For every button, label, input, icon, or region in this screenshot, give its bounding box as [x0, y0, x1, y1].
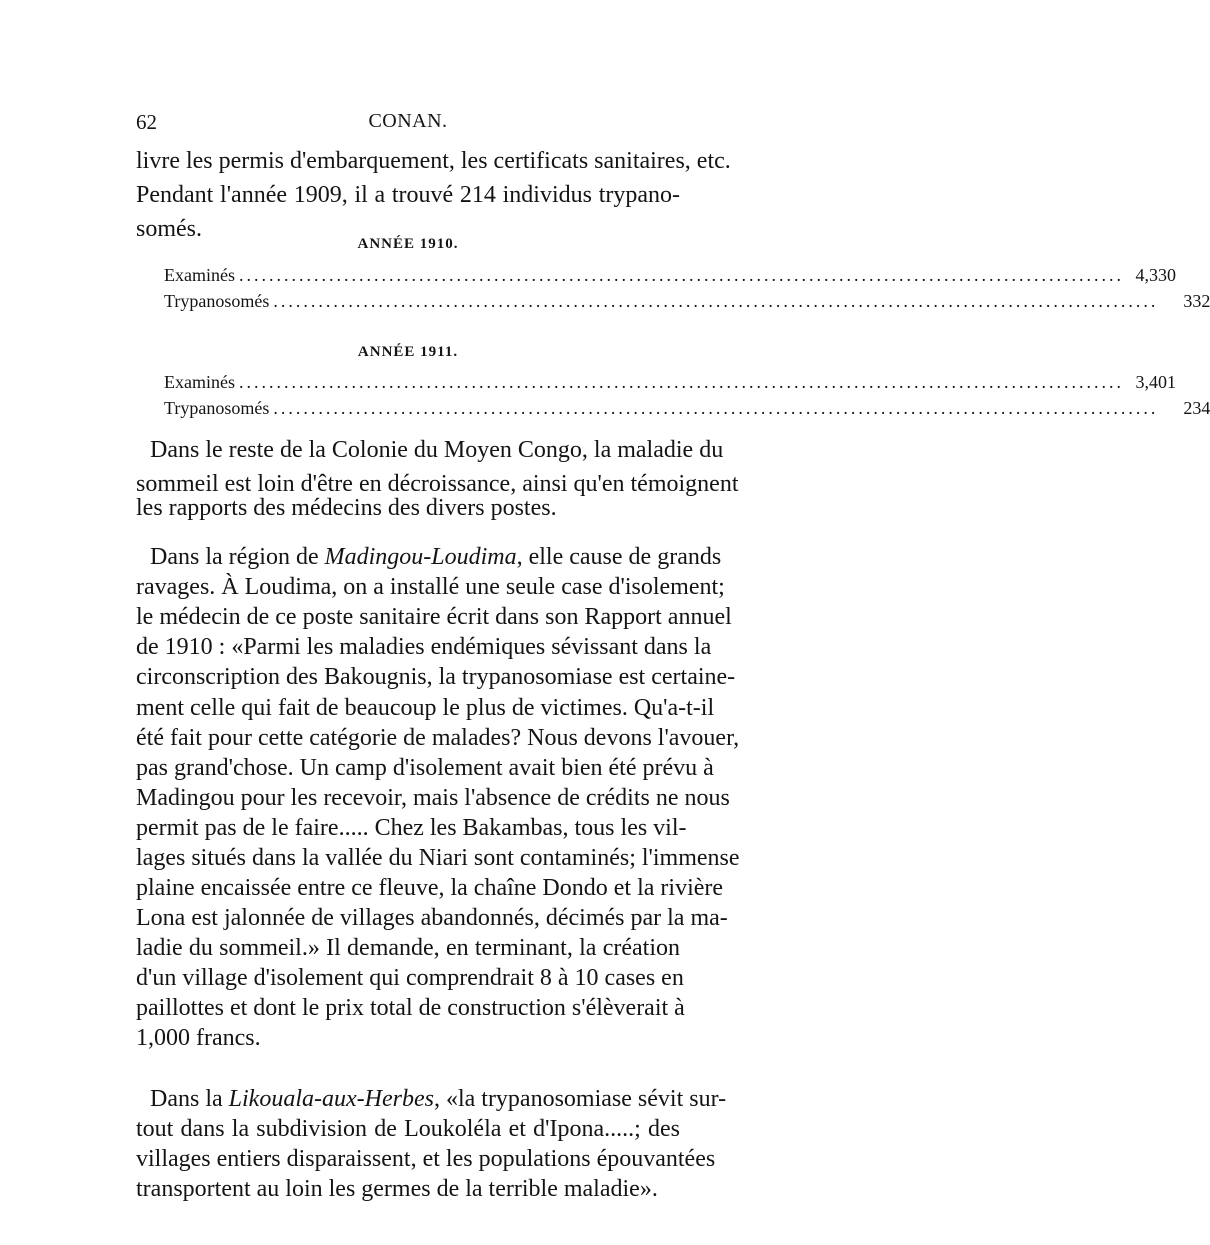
- paragraph-1-line-2: Pendant l'année 1909, il a trouvé 214 individus trypano-: [136, 182, 680, 208]
- paragraph-3-line-9: Madingou pour les recevoir, mais l'absence de crédits ne nous: [136, 785, 730, 811]
- paragraph-3-line-6: ment celle qui fait de beaucoup le plus de victimes. Qu'a-t-il: [136, 695, 715, 721]
- row-label: Examinés: [164, 372, 235, 392]
- section-title-1910: ANNÉE 1910.: [357, 236, 459, 252]
- page-header: [136, 110, 680, 142]
- paragraph-3-line-12: plaine encaissée entre ce fleuve, la chaîne Dondo et la rivière: [136, 875, 724, 901]
- paragraph-3-line-10: permit pas de le faire..... Chez les Bakambas, tous les vil-: [136, 815, 687, 841]
- page-number: 62: [136, 110, 157, 134]
- paragraph-3-line-4: de 1910 : «Parmi les maladies endémiques sévissant dans la: [136, 634, 712, 660]
- text-run: , «la trypanosomiase sévit sur-: [433, 1086, 727, 1112]
- paragraph-3-line-5: circonscription des Bakougnis, la trypanosomiase est certaine-: [136, 664, 736, 690]
- row-label: Trypanosomés: [164, 398, 270, 418]
- row-value: 3,401: [1135, 372, 1176, 392]
- paragraph-3-line-1: [150, 540, 722, 574]
- row-value: 4,330: [1135, 265, 1176, 285]
- table-row-1911-trypanosomes: [164, 395, 1210, 421]
- running-head: CONAN.: [368, 110, 448, 132]
- paragraph-2-line-1: Dans le reste de la Colonie du Moyen Congo, la maladie du: [150, 437, 724, 463]
- section-title-1911: ANNÉE 1911.: [357, 344, 459, 360]
- paragraph-3-line-7: été fait pour cette catégorie de malades? Nous devons l'avouer,: [136, 725, 740, 751]
- paragraph-3-line-15: d'un village d'isolement qui comprendrait 8 à 10 cases en: [136, 965, 684, 991]
- paragraph-4-line-3: villages entiers disparaissent, et les populations épouvantées: [136, 1146, 716, 1172]
- place-name: Likouala-aux-Herbes: [228, 1086, 434, 1112]
- leader-dots: [273, 288, 1158, 314]
- paragraph-3-line-8: pas grand'chose. Un camp d'isolement avait bien été prévu à: [136, 755, 714, 781]
- text-run: , elle cause de grands: [516, 544, 722, 570]
- paragraph-3-line-3: le médecin de ce poste sanitaire écrit dans son Rapport annuel: [136, 604, 732, 630]
- paragraph-3-line-14: ladie du sommeil.» Il demande, en terminant, la création: [136, 935, 680, 961]
- paragraph-4-line-1: [150, 1082, 727, 1116]
- leader-dots: [273, 395, 1158, 421]
- table-row-1911-examines: [164, 369, 1176, 395]
- text-run: Dans la: [150, 1086, 229, 1112]
- paragraph-3-line-17: 1,000 francs.: [136, 1025, 261, 1051]
- row-label: Examinés: [164, 265, 235, 285]
- leader-dots: [239, 262, 1124, 288]
- row-value: 332: [1183, 291, 1210, 311]
- place-name: Madingou-Loudima: [324, 544, 517, 570]
- leader-dots: [239, 369, 1124, 395]
- paragraph-4-line-4: transportent au loin les germes de la terrible maladie».: [136, 1176, 658, 1202]
- row-label: Trypanosomés: [164, 291, 270, 311]
- paragraph-4-line-2: tout dans la subdivision de Loukoléla et d'Ipona.....; des: [136, 1116, 680, 1142]
- paragraph-2-line-3: les rapports des médecins des divers postes.: [136, 495, 557, 521]
- paragraph-1-line-3: somés.: [136, 216, 202, 242]
- paragraph-3-line-16: paillottes et dont le prix total de construction s'élèverait à: [136, 995, 685, 1021]
- paragraph-3-line-2: ravages. À Loudima, on a installé une seule case d'isolement;: [136, 574, 725, 600]
- paragraph-3-line-13: Lona est jalonnée de villages abandonnés, décimés par la ma-: [136, 905, 728, 931]
- text-run: Dans la région de: [150, 544, 325, 570]
- paragraph-3-line-11: lages situés dans la vallée du Niari sont contaminés; l'immense: [136, 845, 740, 871]
- table-row-1910-examines: [164, 262, 1176, 288]
- paragraph-1-line-1: livre les permis d'embarquement, les certificats sanitaires, etc.: [136, 148, 731, 174]
- paragraph-2-line-2: sommeil est loin d'être en décroissance, ainsi qu'en témoignent: [136, 471, 739, 497]
- row-value: 234: [1183, 398, 1210, 418]
- table-row-1910-trypanosomes: [164, 288, 1210, 314]
